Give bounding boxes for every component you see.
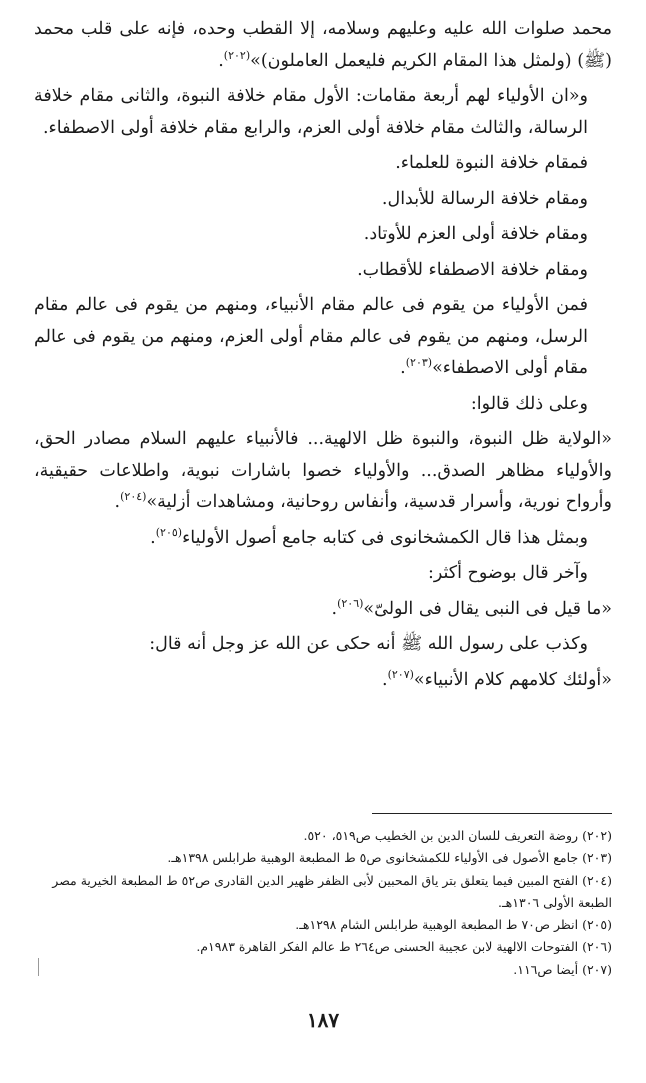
list-item-2: ومقام خلافة الرسالة للأبدال. — [381, 188, 588, 209]
margin-mark — [38, 958, 39, 976]
list-item-1: فمقام خلافة النبوة للعلماء. — [395, 153, 588, 173]
footnote-divider — [372, 813, 612, 814]
footnote-206: (٢٠٦) الفتوحات الالهية لابن عجيبة الحسنى ص٢٦٤ ط عالم الفكر القاهرة ١٩٨٣م. — [196, 939, 612, 955]
list-item-3: ومقام خلافة أولى العزم للأوتاد. — [363, 224, 588, 244]
footnote-ref-205: (٢٠٥) — [155, 525, 183, 539]
list-item-4: ومقام خلافة الاصطفاء للأقطاب. — [357, 259, 588, 280]
footnote-ref-206: (٢٠٦) — [337, 596, 364, 610]
paragraph-6: وبمثل هذا قال الكمشخانوى فى كتابه جامع أصول الأولياء$^{(٢٠٥)}$. — [150, 525, 588, 548]
paragraph-5-text: «الولاية ظل النبوة، والنبوة ظل الالهية... فالأنبياء عليهم السلام مصادر الحق، والأولياء مظاهر الصدق... والأولياء خصوا باشارات نبوية، واطلاعات حقيقية، وأرواح نورية، وأسرار قدسية، وأنفاس روحانية، ومشاهدات أزلية» — [34, 429, 612, 512]
paragraph-7: وآخر قال بوضوح أكثر: — [427, 563, 588, 583]
footnotes — [30, 825, 612, 981]
paragraph-8-text: «ما قيل فى النبى يقال فى الولىّ» — [363, 598, 612, 619]
page-number: ١٨٧ — [306, 1008, 340, 1032]
paragraph-1: محمد صلوات الله عليه وعليهم وسلامه، إلا القطب وحده، فإنه على قلب محمد (ﷺ) (ولمثل هذا المقام الكريم فليعمل العاملون)»$^{(٢٠٢)}$. — [34, 19, 612, 71]
footnote-204: (٢٠٤) الفتح المبين فيما يتعلق بتر ياق المحبين لأبى الظفر ظهير الدين القادرى ص٥٢ ط المطبعة الخيرية مصر الطبعة الأولى ١٣٠٦هـ. — [52, 872, 612, 910]
paragraph-3-text: فمن الأولياء من يقوم فى عالم مقام الأنبياء، ومنهم من يقوم فى عالم مقام الرسل، ومنهم من يقوم فى عالم مقام أولى العزم، ومنهم من يقوم فى عالم مقام أولى الاصطفاء» — [34, 295, 588, 378]
paragraph-6-text: وبمثل هذا قال الكمشخانوى فى كتابه جامع أصول الأولياء — [182, 527, 588, 548]
paragraph-3: فمن الأولياء من يقوم فى عالم مقام الأنبياء، ومنهم من يقوم فى عالم مقام الرسل، ومنهم من يقوم فى عالم مقام أولى العزم، ومنهم من يقوم فى عالم مقام أولى الاصطفاء»$^{(٢٠٣)}$. — [34, 295, 588, 378]
paragraph-8: «ما قيل فى النبى يقال فى الولىّ»$^{(٢٠٦)}$. — [331, 596, 612, 619]
footnote-203: (٢٠٣) جامع الأصول فى الأولياء للكمشخانوى ص٥ ط المطبعة الوهبية طرابلس ١٣٩٨هـ. — [167, 850, 612, 866]
footnote-ref-203: (٢٠٣) — [405, 356, 433, 370]
footnote-205: (٢٠٥) انظر ص٧٠ ط المطبعة الوهبية طرابلس الشام ١٢٩٨هـ. — [295, 917, 612, 933]
footnote-ref-202: (٢٠٢) — [223, 48, 251, 62]
footnote-ref-207: (٢٠٧) — [387, 667, 414, 681]
paragraph-1-text: محمد صلوات الله عليه وعليهم وسلامه، إلا القطب وحده، فإنه على قلب محمد (ﷺ) (ولمثل هذا المقام الكريم فليعمل العاملون)» — [34, 19, 612, 71]
paragraph-4: وعلى ذلك قالوا: — [470, 393, 588, 414]
footnote-ref-204: (٢٠٤) — [120, 490, 147, 504]
paragraph-2: و«ان الأولياء لهم أربعة مقامات: الأول مقام خلافة النبوة، والثانى مقام خلافة الرسالة، والثالث مقام خلافة أولى العزم، والرابع مقام خلافة أولى الاصطفاء. — [34, 86, 588, 138]
paragraph-10: «أولئك كلامهم كلام الأنبياء»$^{(٢٠٧)}$. — [382, 667, 612, 690]
footnote-207: (٢٠٧) أيضا ص١١٦. — [513, 961, 612, 977]
paragraph-5: «الولاية ظل النبوة، والنبوة ظل الالهية... فالأنبياء عليهم السلام مصادر الحق، والأولياء مظاهر الصدق... والأولياء خصوا باشارات نبوية، واطلاعات حقيقية، وأرواح نورية، وأسرار قدسية، وأنفاس روحانية، ومشاهدات أزلية»$^{(٢٠٤)}$. — [34, 429, 612, 512]
paragraph-9: وكذب على رسول الله ﷺ أنه حكى عن الله عز وجل أنه قال: — [149, 634, 588, 654]
paragraph-10-text: «أولئك كلامهم كلام الأنبياء» — [413, 669, 612, 690]
main-text — [34, 14, 612, 700]
footnote-202: (٢٠٢) روضة التعريف للسان الدين بن الخطيب ص٥١٩، ٥٢٠. — [303, 828, 612, 843]
